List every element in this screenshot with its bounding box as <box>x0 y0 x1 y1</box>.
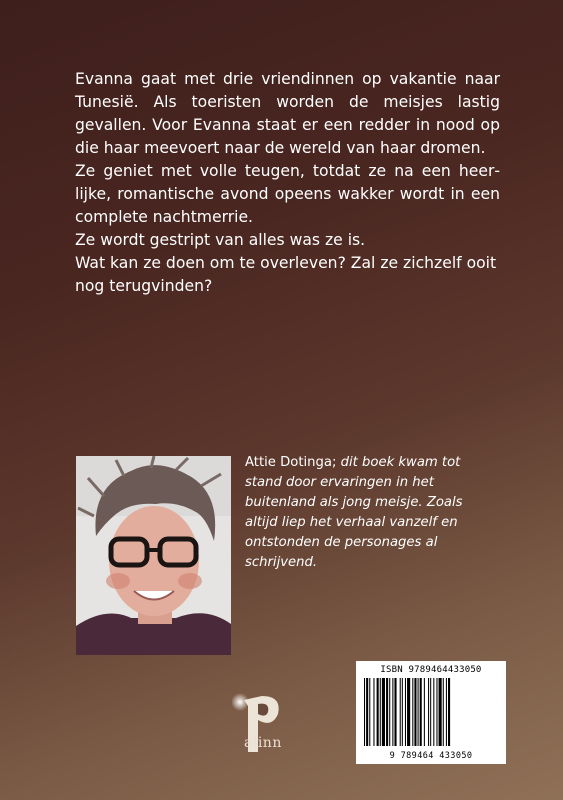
blurb-paragraph-2: Ze geniet met volle teugen, totdat ze na een heerlijke, romantische avond opeens wakker wordt in een complete nachtmerrie. <box>75 162 500 226</box>
barcode-bar <box>407 678 410 746</box>
barcode-bar <box>428 678 429 746</box>
author-bio <box>245 453 485 573</box>
author-bio-text: dit boek kwam tot stand door ervaringen in het buitenland als jong meisje. Zoals altijd liep het verhaal vanzelf en ontstonden de personages al schrijvend. <box>245 455 463 570</box>
barcode-bar <box>402 678 403 746</box>
barcode-bar <box>446 678 447 746</box>
barcode-bar <box>382 678 385 746</box>
barcode-bar <box>366 678 368 746</box>
barcode-bar <box>386 678 388 746</box>
barcode-bar <box>433 678 434 746</box>
barcode-bar <box>436 678 437 746</box>
publisher-name: alinn <box>244 735 282 751</box>
barcode-bar <box>414 678 416 746</box>
isbn-label: ISBN 9789464433050 <box>380 665 482 675</box>
barcode-bar <box>380 678 381 746</box>
barcode-bar <box>392 678 393 746</box>
barcode-bar <box>377 678 379 746</box>
barcode-bar <box>418 678 419 746</box>
author-photo <box>76 456 231 655</box>
blurb-paragraph-1: Evanna gaat met drie vriendinnen op vakantie naar Tunesië. Als toeristen worden de meisjes lastig gevallen. Voor Evanna staat er een redder in nood op die haar meevoert naar de wereld van haar dromen. <box>75 70 500 157</box>
barcode-bar <box>405 678 406 746</box>
barcode-bar <box>439 678 442 746</box>
isbn-barcode <box>356 661 506 764</box>
barcode-bar <box>424 678 425 746</box>
barcode-bar <box>389 678 390 746</box>
barcode-bar <box>369 678 370 746</box>
blurb-paragraph-4: Wat kan ze doen om te overleven? Zal ze zichzelf ooit nog terugvinden? <box>75 254 497 295</box>
author-name: Attie Dotinga; <box>245 455 337 470</box>
barcode-bar <box>400 678 401 746</box>
barcode-bar <box>364 678 365 746</box>
barcode-bar <box>373 678 374 746</box>
barcode-bar <box>443 678 444 746</box>
barcode-bar <box>430 678 431 746</box>
publisher-logo <box>232 690 302 780</box>
barcode-bar <box>412 678 413 746</box>
back-cover-blurb <box>75 68 500 298</box>
barcode-bar <box>420 678 422 746</box>
blurb-paragraph-3: Ze wordt gestript van alles was ze is. <box>75 231 366 249</box>
barcode-bar <box>448 678 450 746</box>
barcode-bars <box>364 678 498 746</box>
barcode-bar <box>394 678 396 746</box>
isbn-digits: 9 789464 433050 <box>389 751 473 761</box>
